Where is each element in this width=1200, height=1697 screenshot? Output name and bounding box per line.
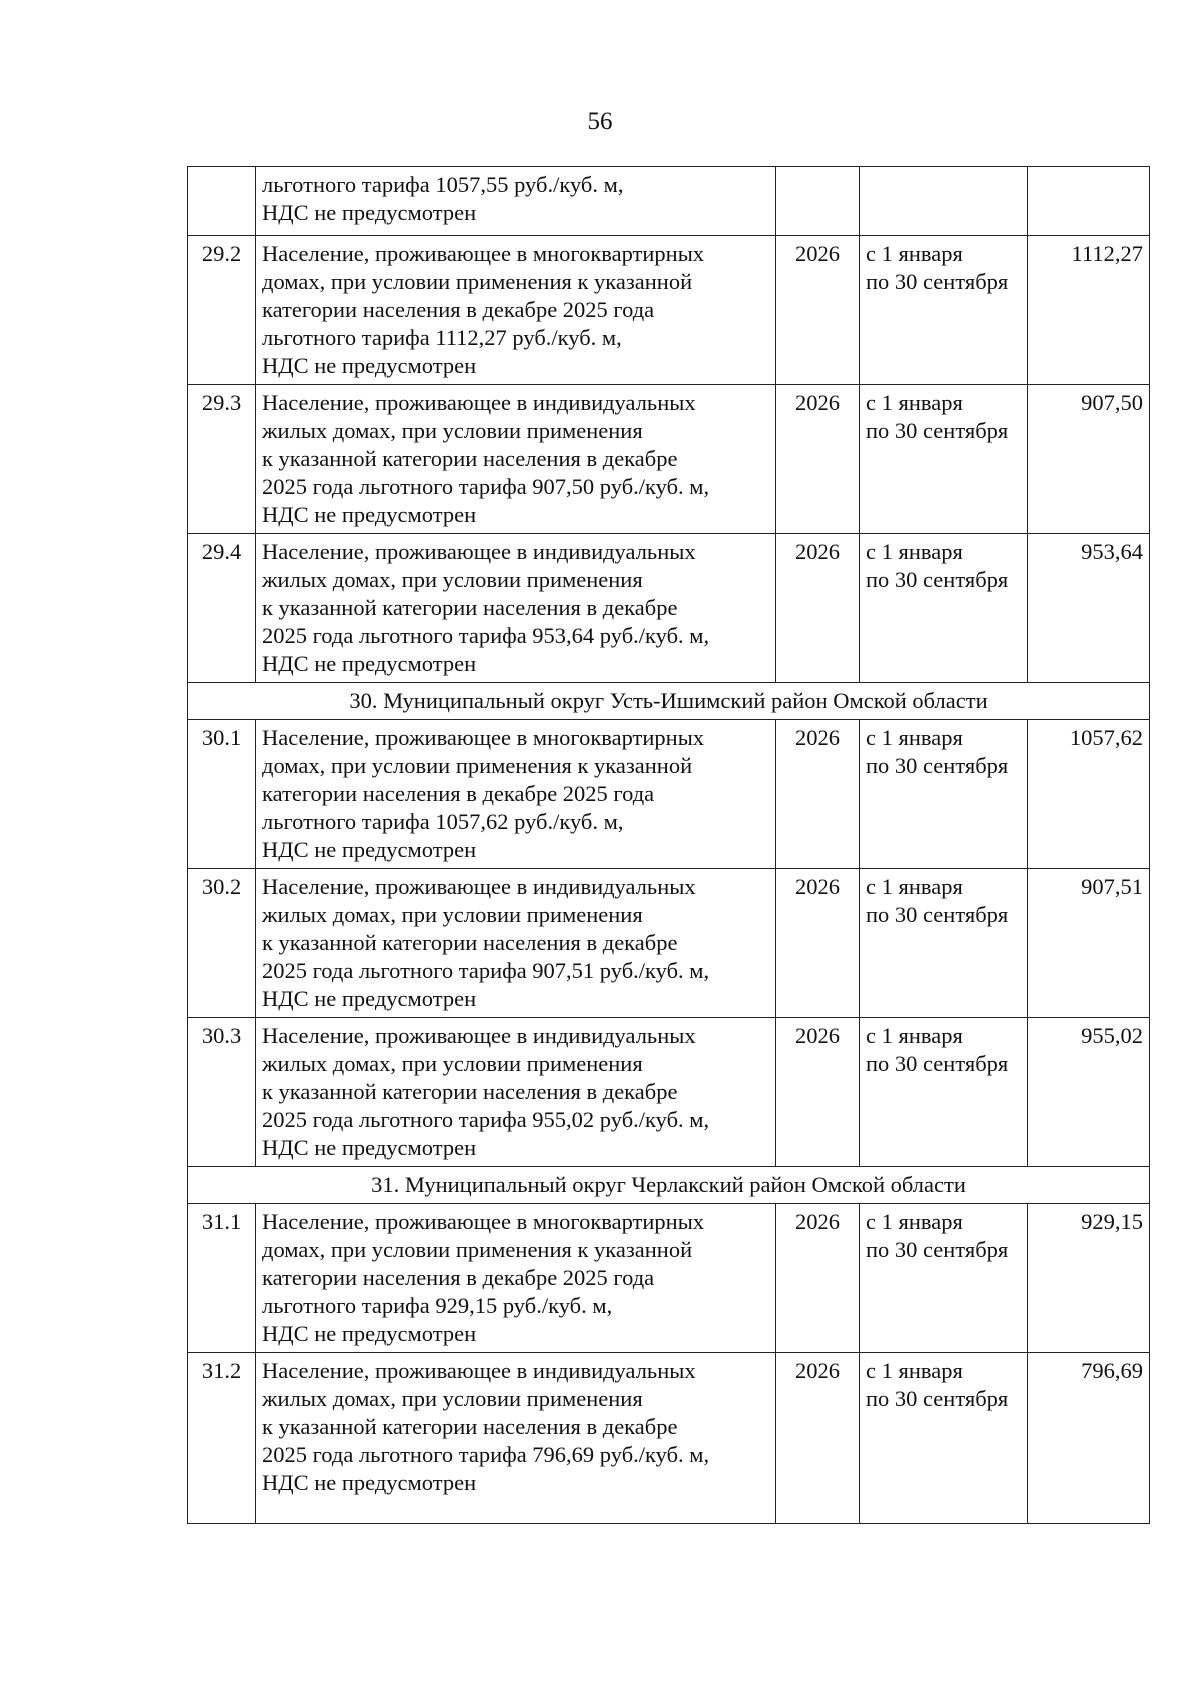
row-period: с 1 января по 30 сентября [860, 385, 1028, 534]
row-period: с 1 января по 30 сентября [860, 720, 1028, 869]
row-number: 29.2 [188, 236, 256, 385]
row-number: 30.1 [188, 720, 256, 869]
row-description: Население, проживающее в индивидуальных жилых домах, при условии применения к указанной категории населения в декабре 2025 года льготного тарифа 907,50 руб./куб. м, НДС не предусмотрен [256, 385, 776, 534]
row-tariff-value: 955,02 [1028, 1018, 1150, 1167]
table-row-continuation [188, 167, 1150, 236]
row-description: Население, проживающее в индивидуальных жилых домах, при условии применения к указанной категории населения в декабре 2025 года льготного тарифа 796,69 руб./куб. м, НДС не предусмотрен [256, 1353, 776, 1524]
row-tariff-value [1028, 167, 1150, 236]
row-year [776, 167, 860, 236]
row-year: 2026 [776, 534, 860, 683]
table-row [188, 1353, 1150, 1524]
section-heading-31: 31. Муниципальный округ Черлакский район Омской области [188, 1167, 1150, 1204]
row-period: с 1 января по 30 сентября [860, 869, 1028, 1018]
table-row [188, 236, 1150, 385]
row-year: 2026 [776, 1353, 860, 1524]
row-description: Население, проживающее в многоквартирных домах, при условии применения к указанной категории населения в декабре 2025 года льготного тарифа 929,15 руб./куб. м, НДС не предусмотрен [256, 1204, 776, 1353]
row-number: 30.3 [188, 1018, 256, 1167]
row-number: 29.4 [188, 534, 256, 683]
page-number: 56 [587, 108, 613, 135]
section-heading-30: 30. Муниципальный округ Усть-Ишимский район Омской области [188, 683, 1150, 720]
row-year: 2026 [776, 869, 860, 1018]
table-row [188, 1018, 1150, 1167]
row-description: Население, проживающее в многоквартирных домах, при условии применения к указанной категории населения в декабре 2025 года льготного тарифа 1112,27 руб./куб. м, НДС не предусмотрен [256, 236, 776, 385]
row-number: 30.2 [188, 869, 256, 1018]
row-number: 31.1 [188, 1204, 256, 1353]
row-year: 2026 [776, 385, 860, 534]
row-period: с 1 января по 30 сентября [860, 1204, 1028, 1353]
tariff-table [187, 166, 1150, 1524]
table-row [188, 534, 1150, 683]
row-period: с 1 января по 30 сентября [860, 1018, 1028, 1167]
table-row [188, 869, 1150, 1018]
row-number: 29.3 [188, 385, 256, 534]
row-number [188, 167, 256, 236]
row-tariff-value: 1112,27 [1028, 236, 1150, 385]
table-row [188, 385, 1150, 534]
row-number: 31.2 [188, 1353, 256, 1524]
row-year: 2026 [776, 1204, 860, 1353]
row-tariff-value: 1057,62 [1028, 720, 1150, 869]
section-row [188, 683, 1150, 720]
row-period [860, 167, 1028, 236]
row-tariff-value: 907,50 [1028, 385, 1150, 534]
table-row [188, 720, 1150, 869]
row-description: Население, проживающее в индивидуальных жилых домах, при условии применения к указанной категории населения в декабре 2025 года льготного тарифа 907,51 руб./куб. м, НДС не предусмотрен [256, 869, 776, 1018]
table-row [188, 1204, 1150, 1353]
section-row [188, 1167, 1150, 1204]
row-tariff-value: 907,51 [1028, 869, 1150, 1018]
row-tariff-value: 929,15 [1028, 1204, 1150, 1353]
row-tariff-value: 953,64 [1028, 534, 1150, 683]
row-tariff-value: 796,69 [1028, 1353, 1150, 1524]
row-year: 2026 [776, 720, 860, 869]
row-period: с 1 января по 30 сентября [860, 236, 1028, 385]
row-period: с 1 января по 30 сентября [860, 534, 1028, 683]
row-description: Население, проживающее в индивидуальных жилых домах, при условии применения к указанной категории населения в декабре 2025 года льготного тарифа 953,64 руб./куб. м, НДС не предусмотрен [256, 534, 776, 683]
row-year: 2026 [776, 236, 860, 385]
row-description: Население, проживающее в многоквартирных домах, при условии применения к указанной категории населения в декабре 2025 года льготного тарифа 1057,62 руб./куб. м, НДС не предусмотрен [256, 720, 776, 869]
row-description: Население, проживающее в индивидуальных жилых домах, при условии применения к указанной категории населения в декабре 2025 года льготного тарифа 955,02 руб./куб. м, НДС не предусмотрен [256, 1018, 776, 1167]
row-period: с 1 января по 30 сентября [860, 1353, 1028, 1524]
row-year: 2026 [776, 1018, 860, 1167]
row-description: льготного тарифа 1057,55 руб./куб. м, НДС не предусмотрен [256, 167, 776, 236]
